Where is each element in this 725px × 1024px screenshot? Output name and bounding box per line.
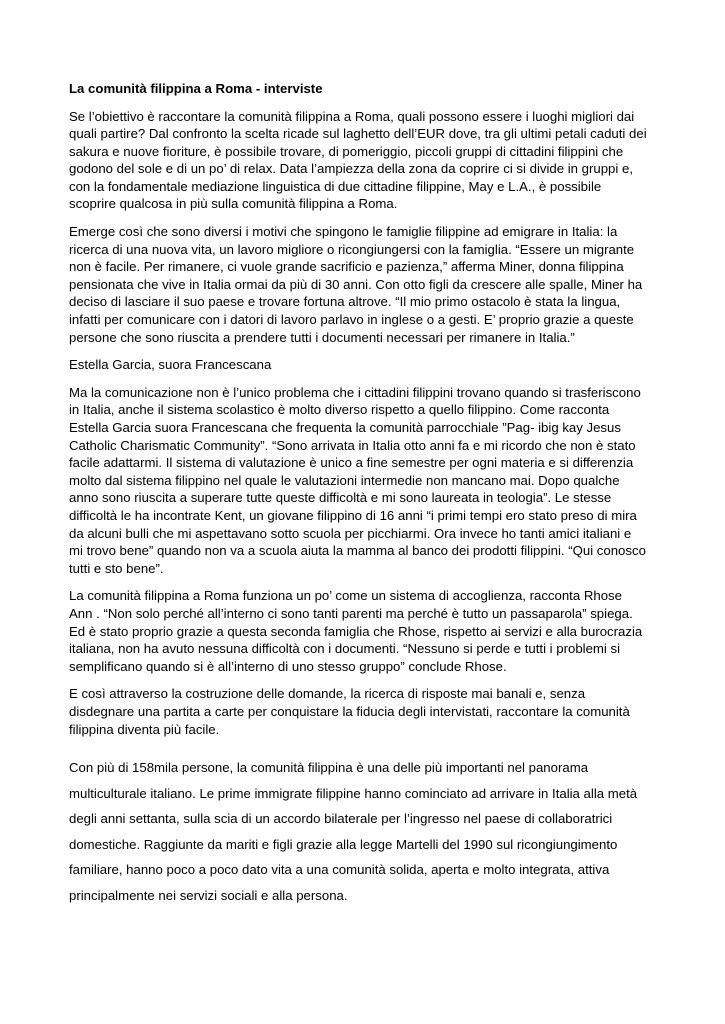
paragraph-community: La comunità filippina a Roma funziona un po’ come un sistema di accoglienza, racconta Rhose Ann . “Non solo perché all’interno ci sono tanti parenti ma perché è tutto un passaparola” spiega. Ed è stato proprio grazie a questa seconda famiglia che Rhose, rispetto ai servizi e alla burocrazia italiana, non ha avuto nessuna difficoltà con i documenti. “Nessuno si perde e tutti i problemi si semplificano quando si è all’interno di uno stesso gruppo” conclude Rhose.	[69, 588, 643, 674]
paragraph-school: Ma la comunicazione non è l’unico problema che i cittadini filippini trovano quando si trasferiscono in Italia, anche il sistema scolastico è molto diverso rispetto a quello filippino. Come racconta Estella Garcia suora Francescana che frequenta la comunità parrocchiale ”Pag- ibig kay Jesus Catholic Charismatic Community”. “Sono arrivata in Italia otto anni fa e mi ricordo che non è stato facile adattarmi. Il sistema di valutazione è unico a fine semestre per ogni materia e si differenzia molto dal sistema filippino nel quale le valutazioni intermedie non mancano mai. Dopo qualche anno sono riuscita a superare tutte queste difficoltà e mi sono laureata in teologia”. Le stesse difficoltà le ha incontrate Kent, un giovane filippino di 16 anni “i primi tempi ero stato preso di mira da alcuni bulli che mi aspettavano sotto scuola per picchiarmi. Ora invece ho tanti amici italiani e mi trovo bene” quando non va a scuola aiuta la mamma al banco dei prodotti filippini. “Qui conosco tutti e sto bene”.	[69, 384, 646, 576]
paragraph-motives: Emerge così che sono diversi i motivi che spingono le famiglie filippine ad emigrare in Italia: la ricerca di una nuova vita, un lavoro migliore o ricongiungersi con la famiglia. “Essere un migrante non è facile. Per rimanere, ci vuole grande sacrificio e pazienza,” afferma Miner, donna filippina pensionata che vive in Italia ormai da più di 30 anni. Con otto figli da crescere alle spalle, Miner ha deciso di lasciare il suo paese e trovare fortuna altrove. “Il mio primo ostacolo è stata la lingua, infatti per comunicare con i datori di lavoro parlavo in inglese o a gesti. E’ proprio grazie a queste persone che sono riuscita a prendere tutti i documenti necessari per rimanere in Italia.”	[69, 224, 643, 345]
article-title: La comunità filippina a Roma - interviste	[69, 81, 323, 96]
document-body	[69, 80, 665, 909]
paragraph-intro: Se l’obiettivo è raccontare la comunità filippina a Roma, quali possono essere i luoghi migliori dai quali partire? Dal confronto la scelta ricade sul laghetto dell’EUR dove, tra gli ultimi petali caduti dei sakura e nuove fioriture, è possibile trovare, di pomeriggio, piccoli gruppi di cittadini filippini che godono del sole e di un po’ di relax. Data l’ampiezza della zona da coprire ci si divide in gruppi e, con la fondamentale mediazione linguistica di due cittadine filippine, May e L.A., è possibile scoprire qualcosa in più sulla comunità filippina a Roma.	[69, 108, 647, 212]
paragraph-method: E così attraverso la costruzione delle domande, la ricerca di risposte mai banali e, senza disdegnare una partita a carte per conquistare la fiducia degli intervistati, raccontare la comunità filippina diventa più facile.	[69, 686, 630, 737]
section-caption: Estella Garcia, suora Francescana	[69, 357, 272, 373]
paragraph-closing: Con più di 158mila persone, la comunità filippina è una delle più importanti nel panorama multiculturale italiano. Le prime immigrate filippine hanno cominciato ad arrivare in Italia alla metà degli anni settanta, sulla scia di un accordo bilaterale per l’ingresso nel paese di collaboratrici domestiche. Raggiunte da mariti e figli grazie alla legge Martelli del 1990 sul ricongiungimento familiare, hanno poco a poco dato vita a una comunità solida, aperta e molto integrata, attiva principalmente nei servizi sociali e alla persona.	[69, 760, 638, 904]
